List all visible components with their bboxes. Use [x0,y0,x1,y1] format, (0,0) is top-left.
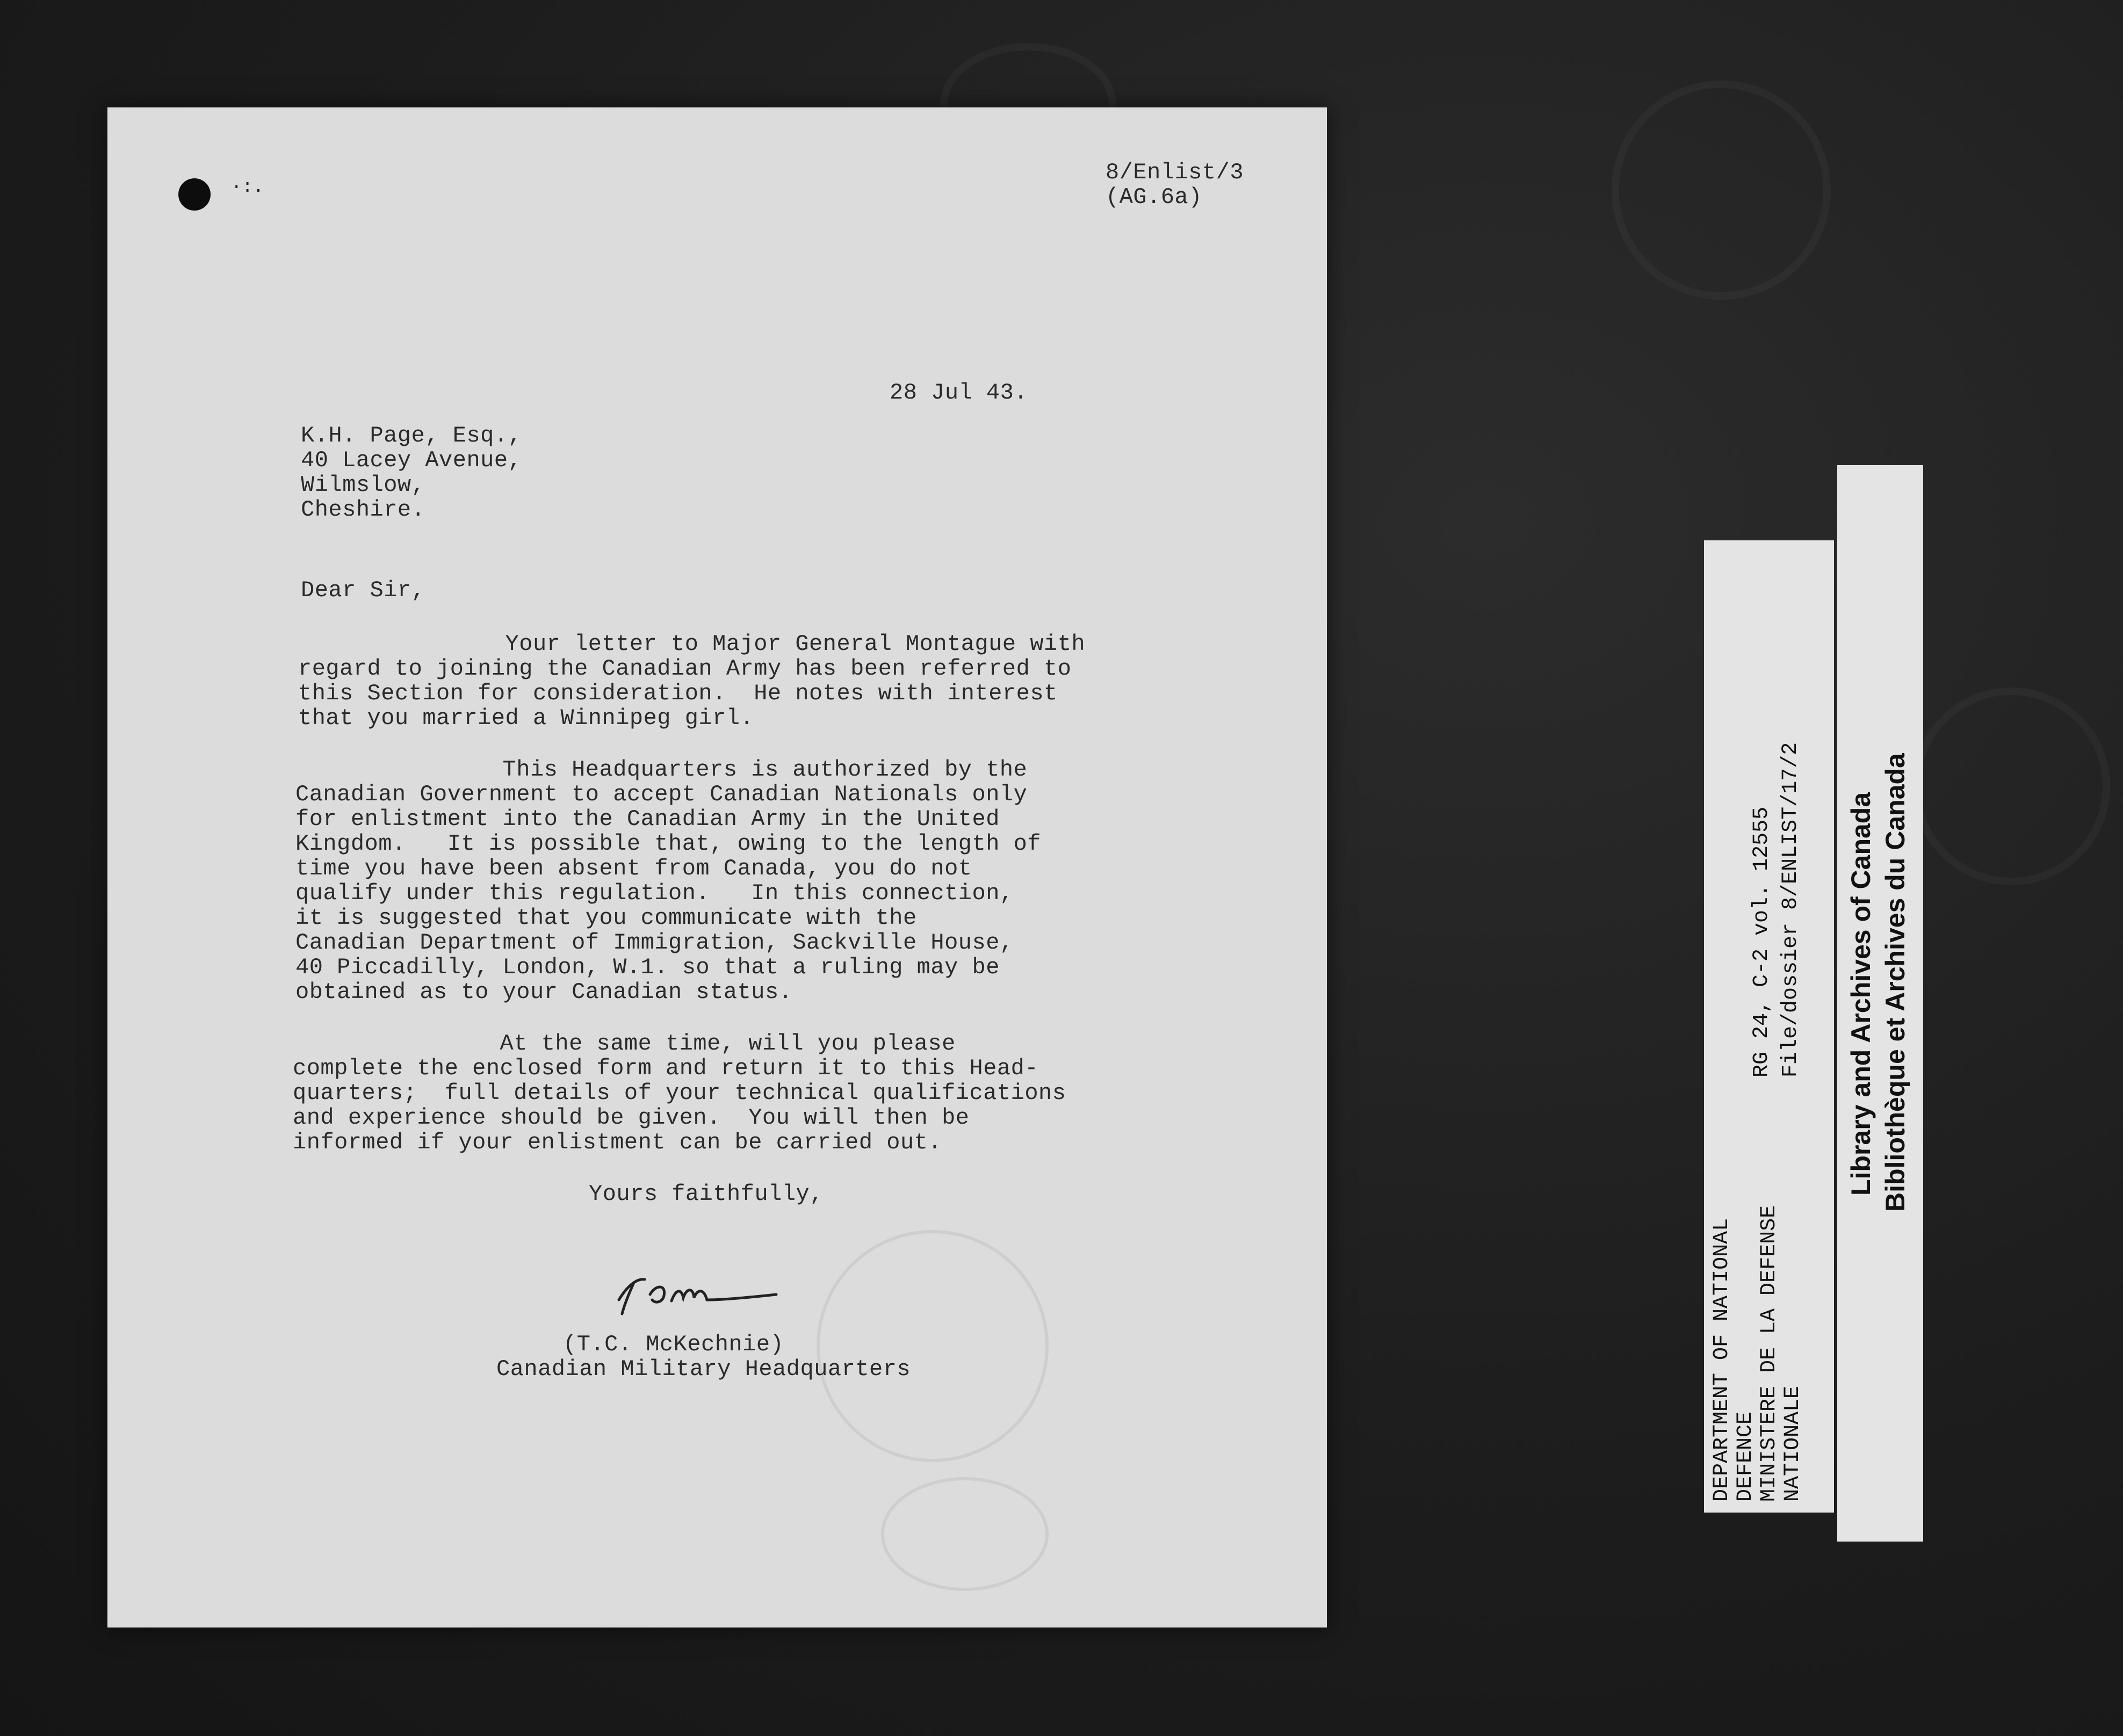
reference-number: 8/Enlist/3 [1106,160,1244,185]
address-line: K.H. Page, Esq., [301,423,522,449]
institution-name-english: Library and Archives of Canada [1846,792,1876,1196]
body-line: informed if your enlistment can be carried out. [293,1130,942,1155]
address-line: 40 Lacey Avenue, [301,447,522,473]
background-ring [1612,81,1831,300]
body-line: regard to joining the Canadian Army has been referred to [298,656,1072,682]
body-line: Canadian Government to accept Canadian Nationals only [295,782,1028,807]
record-group: RG 24, C-2 vol. 12555 [1750,806,1774,1077]
archive-institution-label [1837,465,1923,1542]
body-line: that you married a Winnipeg girl. [298,705,754,731]
body-line: time you have been absent from Canada, you do not [295,856,972,881]
file-number: File/dossier 8/ENLIST/17/2 [1779,742,1803,1077]
closing: Yours faithfully, [589,1181,824,1207]
salutation: Dear Sir, [301,577,425,603]
letter-page [107,107,1327,1628]
body-line: and experience should be given. You will then be [293,1105,970,1131]
body-line: 40 Piccadilly, London, W.1. so that a ruling may be [295,954,1000,980]
body-line: for enlistment into the Canadian Army in the United [295,806,1000,832]
punch-debris: ·:. [231,177,264,198]
department-line: MINISTERE DE LA DEFENSE [1757,1205,1781,1502]
signatory-organization: Canadian Military Headquarters [496,1356,911,1382]
body-line: quarters; full details of your technical qualifications [293,1080,1066,1106]
body-line: it is suggested that you communicate with the [295,905,917,931]
signatory-name: (T.C. McKechnie) [563,1332,784,1357]
faded-stamp [817,1230,1049,1462]
reference-code: (AG.6a) [1106,184,1202,210]
body-line: Kingdom. It is possible that, owing to the length of [295,831,1042,857]
address-line: Cheshire. [301,497,425,523]
body-line: This Headquarters is authorized by the [295,757,1028,783]
institution-name-french: Bibliothèque et Archives du Canada [1880,753,1910,1212]
letter-date: 28 Jul 43. [890,380,1028,406]
address-line: Wilmslow, [301,472,425,498]
body-line: Your letter to Major General Montague with [298,631,1086,657]
body-line: At the same time, will you please [293,1031,956,1057]
department-line: NATIONALE [1781,1385,1805,1502]
department-line: DEFENCE [1734,1411,1758,1502]
body-line: this Section for consideration. He notes with interest [298,681,1058,706]
body-line: complete the enclosed form and return it to this Head- [293,1055,1039,1081]
body-line: obtained as to your Canadian status. [295,979,793,1005]
archive-reference-label [1704,540,1834,1513]
punch-hole [178,178,211,211]
department-line: DEPARTMENT OF NATIONAL [1710,1218,1734,1502]
handwritten-signature [612,1262,784,1321]
faded-stamp [881,1477,1049,1591]
background-ring [1912,688,2110,885]
body-line: Canadian Department of Immigration, Sackville House, [295,930,1014,956]
body-line: qualify under this regulation. In this connection, [295,880,1014,906]
